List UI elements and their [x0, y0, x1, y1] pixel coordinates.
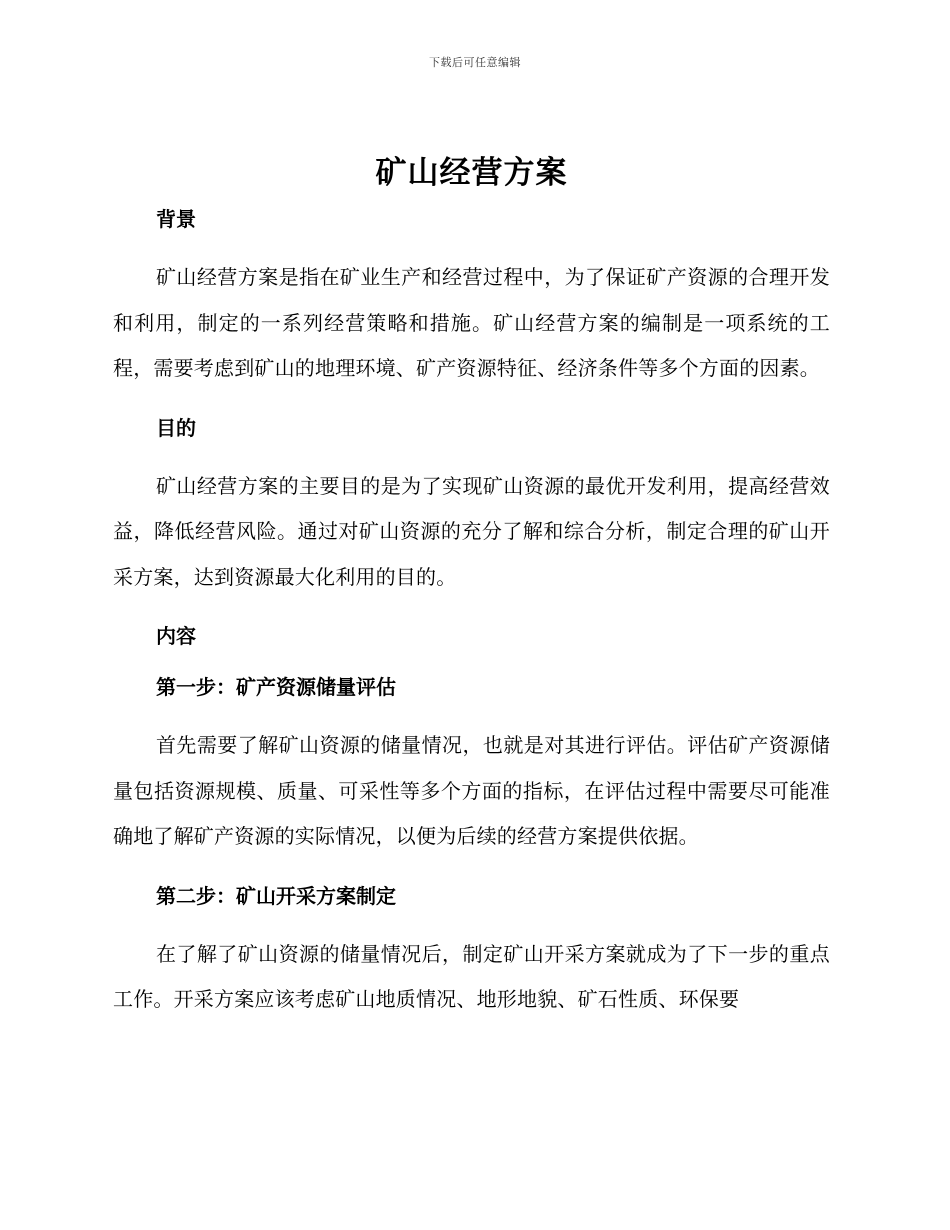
- page-header-note: 下载后可任意编辑: [429, 56, 521, 69]
- section-heading-step-two: 第二步：矿山开采方案制定: [156, 883, 396, 908]
- section-paragraph-step-one: 首先需要了解矿山资源的储量情况，也就是对其进行评估。评估矿产资源储量包括资源规模、质量、可采性等多个方面的指标，在评估过程中需要尽可能准确地了解矿产资源的实际情况，以便为后续的经营方案提供依据。: [113, 733, 830, 848]
- document-title: 矿山经营方案: [375, 155, 568, 191]
- section-paragraph-purpose: 矿山经营方案的主要目的是为了实现矿山资源的最优开发利用，提高经营效益，降低经营风险。通过对矿山资源的充分了解和综合分析，制定合理的矿山开采方案，达到资源最大化利用的目的。: [113, 473, 830, 589]
- section-paragraph-step-two: 在了解了矿山资源的储量情况后，制定矿山开采方案就成为了下一步的重点工作。开采方案应该考虑矿山地质情况、地形地貌、矿石性质、环保要: [113, 941, 830, 1011]
- document-body: [113, 150, 830, 1023]
- section-heading-purpose: 目的: [156, 415, 196, 440]
- section-heading-step-one: 第一步：矿产资源储量评估: [156, 675, 396, 699]
- section-paragraph-background: 矿山经营方案是指在矿业生产和经营过程中，为了保证矿产资源的合理开发和利用，制定的一系列经营策略和措施。矿山经营方案的编制是一项系统的工程，需要考虑到矿山的地理环境、矿产资源特征、经济条件等多个方面的因素。: [113, 265, 830, 380]
- section-heading-background: 背景: [156, 207, 196, 231]
- section-heading-content: 内容: [156, 624, 196, 648]
